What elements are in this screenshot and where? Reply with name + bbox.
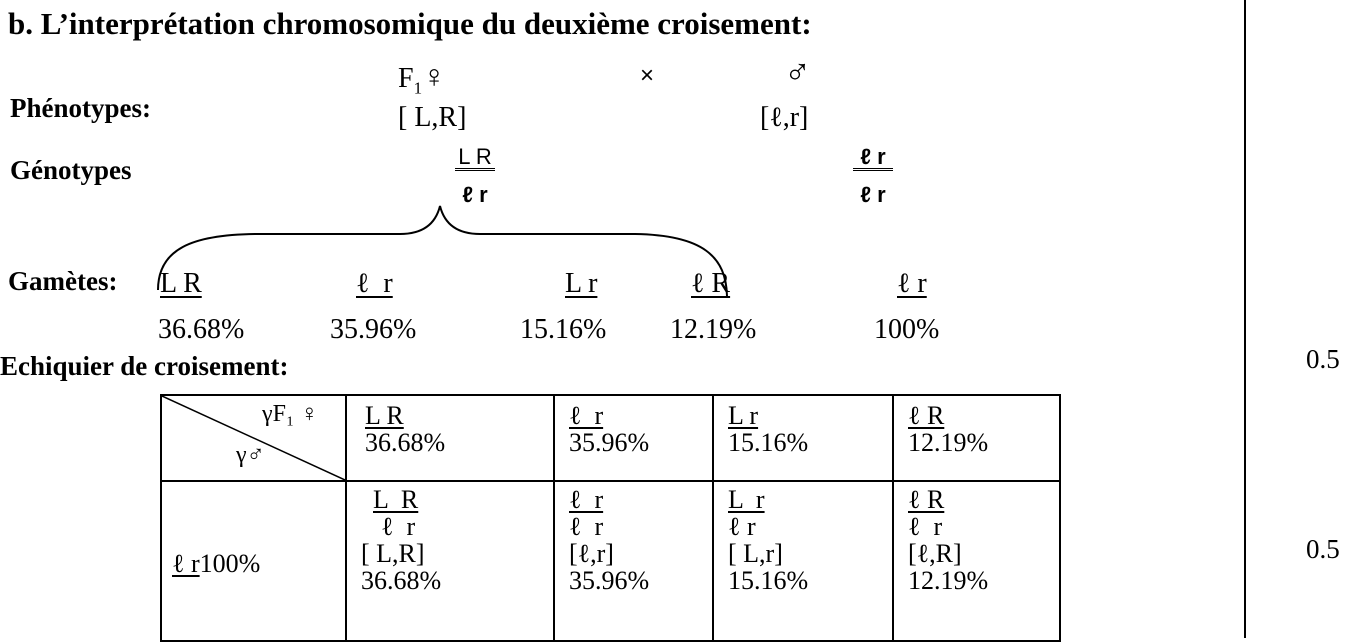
male-symbol: ♂ bbox=[784, 52, 811, 92]
column-pct: 36.68% bbox=[365, 428, 446, 457]
offspring-top: ℓ r bbox=[569, 485, 604, 514]
phenotypes-label: Phénotypes: bbox=[10, 93, 151, 123]
gamete-allele: L R bbox=[160, 268, 202, 299]
offspring-top: L R bbox=[373, 485, 419, 514]
section-title: b. L’interprétation chromosomique du deuxième croisement: bbox=[8, 6, 812, 41]
cross-symbol: × bbox=[640, 62, 655, 89]
corner-cell bbox=[161, 395, 346, 481]
column-header bbox=[713, 395, 893, 481]
gamete-pct: 15.16% bbox=[520, 314, 607, 345]
female-phenotype: [ L,R] bbox=[398, 102, 467, 133]
gamete-pct: 35.96% bbox=[330, 314, 417, 345]
table-row bbox=[161, 481, 1060, 641]
offspring-pct: 35.96% bbox=[569, 566, 650, 595]
echiquier-heading: Echiquier de croisement: bbox=[0, 351, 289, 381]
offspring-pct: 15.16% bbox=[728, 566, 809, 595]
gamete-allele: ℓ R bbox=[691, 268, 731, 299]
male-genotype-top: ℓ r bbox=[853, 146, 893, 171]
gametes-label: Gamètes: bbox=[8, 266, 118, 296]
column-pct: 12.19% bbox=[908, 428, 989, 457]
offspring-pct: 12.19% bbox=[908, 566, 989, 595]
gamete-pct: 12.19% bbox=[670, 314, 757, 345]
offspring-pct: 36.68% bbox=[361, 566, 442, 595]
column-allele: ℓ R bbox=[908, 401, 945, 430]
male-phenotype: [ℓ,r] bbox=[760, 102, 809, 133]
offspring-bottom: ℓ r bbox=[381, 512, 416, 541]
score-mark: 0.5 bbox=[1306, 534, 1340, 564]
female-genotype-top: L R bbox=[455, 146, 495, 171]
offspring-phenotype: [ℓ,r] bbox=[569, 539, 614, 568]
column-allele: L R bbox=[365, 401, 404, 430]
male-genotype-bottom: ℓ r bbox=[860, 182, 886, 207]
female-parent-label bbox=[398, 60, 446, 97]
offspring-phenotype: [ L,r] bbox=[728, 539, 783, 568]
female-symbol: ♀ bbox=[422, 58, 447, 94]
genotypes-label: Génotypes bbox=[10, 155, 132, 185]
gamete-pct: 100% bbox=[874, 314, 940, 345]
offspring-cell bbox=[346, 481, 554, 641]
column-header bbox=[346, 395, 554, 481]
offspring-bottom: ℓ r bbox=[728, 512, 756, 541]
column-allele: ℓ r bbox=[569, 401, 604, 430]
gamete-allele: L r bbox=[565, 268, 598, 299]
corner-bottom-label: γ♂ bbox=[236, 442, 265, 468]
gamete-allele: ℓ r bbox=[897, 268, 927, 299]
column-header bbox=[554, 395, 713, 481]
column-pct: 35.96% bbox=[569, 428, 650, 457]
row-label-pct: 100% bbox=[199, 548, 261, 578]
female-parent-sub: 1 bbox=[413, 78, 423, 98]
offspring-phenotype: [ L,R] bbox=[361, 539, 425, 568]
gamete-brace bbox=[150, 200, 740, 300]
corner-top-label: γF₁ ♀ bbox=[262, 401, 319, 427]
column-allele: L r bbox=[728, 401, 759, 430]
gamete-allele: ℓ r bbox=[356, 268, 393, 299]
offspring-phenotype: [ℓ,R] bbox=[908, 539, 962, 568]
female-genotype-bottom: ℓ r bbox=[462, 182, 488, 207]
offspring-bottom: ℓ r bbox=[569, 512, 604, 541]
score-mark: 0.5 bbox=[1306, 344, 1340, 374]
row-label-allele: ℓ r bbox=[172, 548, 200, 578]
offspring-bottom: ℓ r bbox=[908, 512, 943, 541]
punnett-square bbox=[160, 394, 1061, 642]
table-header-row bbox=[161, 395, 1060, 481]
offspring-cell bbox=[554, 481, 713, 641]
column-pct: 15.16% bbox=[728, 428, 809, 457]
margin-divider bbox=[1244, 0, 1246, 638]
offspring-top: ℓ R bbox=[908, 485, 945, 514]
row-label bbox=[161, 481, 346, 641]
offspring-cell bbox=[893, 481, 1060, 641]
gamete-pct: 36.68% bbox=[158, 314, 245, 345]
female-parent-F: F bbox=[398, 63, 414, 94]
offspring-top: L r bbox=[728, 485, 765, 514]
column-header bbox=[893, 395, 1060, 481]
offspring-cell bbox=[713, 481, 893, 641]
